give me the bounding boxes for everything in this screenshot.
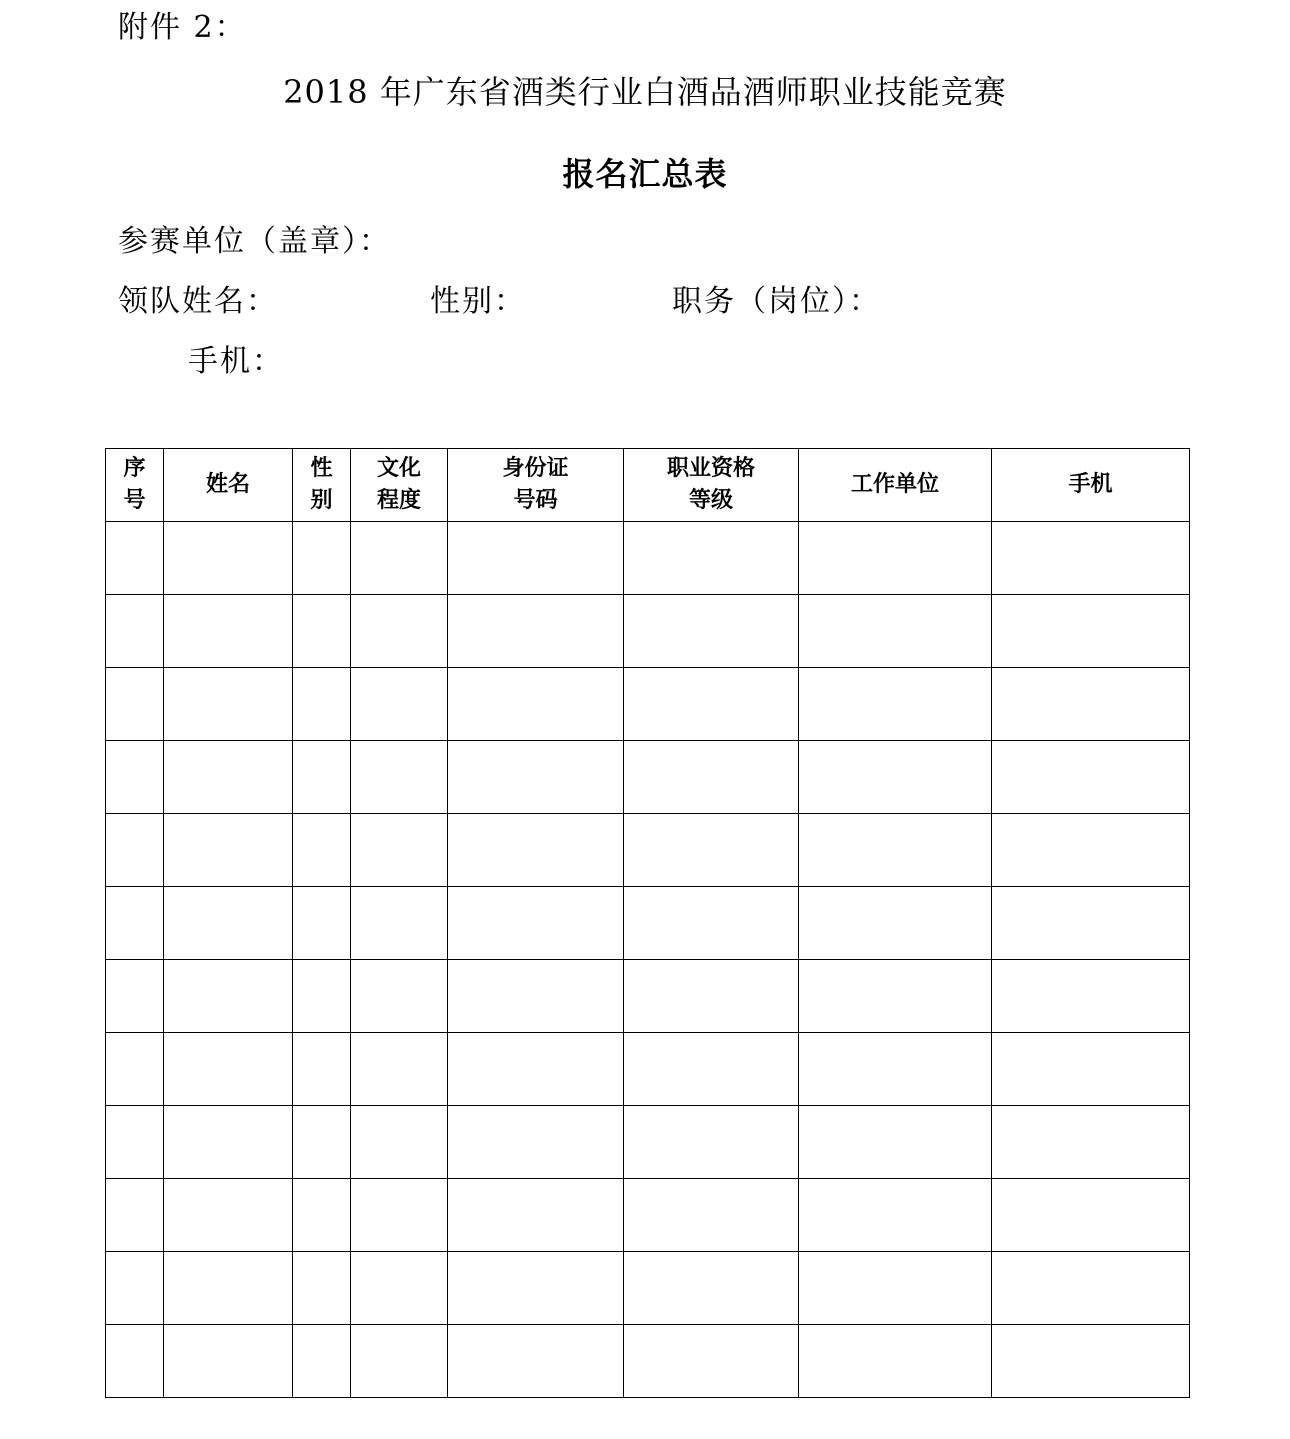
- table-cell[interactable]: [351, 1179, 448, 1252]
- table-cell[interactable]: [164, 1033, 293, 1106]
- table-cell[interactable]: [624, 1325, 799, 1398]
- table-cell[interactable]: [164, 741, 293, 814]
- table-row: [106, 1179, 1190, 1252]
- table-cell[interactable]: [351, 887, 448, 960]
- table-cell[interactable]: [799, 814, 992, 887]
- table-cell[interactable]: [992, 595, 1190, 668]
- table-row: [106, 1033, 1190, 1106]
- table-cell[interactable]: [106, 668, 164, 741]
- table-cell[interactable]: [992, 1033, 1190, 1106]
- table-cell[interactable]: [992, 741, 1190, 814]
- table-cell[interactable]: [799, 1252, 992, 1325]
- table-cell[interactable]: [448, 741, 624, 814]
- table-cell[interactable]: [448, 595, 624, 668]
- document-title: 2018 年广东省酒类行业白酒品酒师职业技能竞赛: [283, 73, 1007, 111]
- registration-table: [105, 448, 1190, 1398]
- table-cell[interactable]: [448, 1325, 624, 1398]
- table-cell[interactable]: [164, 595, 293, 668]
- table-cell[interactable]: [164, 668, 293, 741]
- table-cell[interactable]: [293, 1106, 351, 1179]
- table-cell[interactable]: [106, 522, 164, 595]
- header-education: 文化 程度: [351, 449, 448, 522]
- table-cell[interactable]: [624, 1033, 799, 1106]
- table-cell[interactable]: [799, 887, 992, 960]
- leader-name-label: 领队姓名：: [118, 284, 278, 319]
- table-cell[interactable]: [799, 1106, 992, 1179]
- table-cell[interactable]: [351, 814, 448, 887]
- table-cell[interactable]: [293, 522, 351, 595]
- header-seq: 序 号: [106, 449, 164, 522]
- table-cell[interactable]: [351, 1252, 448, 1325]
- table-cell[interactable]: [624, 741, 799, 814]
- table-cell[interactable]: [448, 960, 624, 1033]
- attachment-label: 附件 2：: [118, 10, 247, 45]
- gender-label: 性别：: [430, 284, 526, 319]
- table-cell[interactable]: [293, 1252, 351, 1325]
- table-cell[interactable]: [106, 1033, 164, 1106]
- table-cell[interactable]: [293, 668, 351, 741]
- table-cell[interactable]: [992, 887, 1190, 960]
- table-cell[interactable]: [448, 522, 624, 595]
- position-label: 职务（岗位）：: [672, 284, 881, 319]
- table-cell[interactable]: [293, 595, 351, 668]
- table-cell[interactable]: [624, 887, 799, 960]
- table-row: [106, 1106, 1190, 1179]
- table-cell[interactable]: [624, 1252, 799, 1325]
- table-cell[interactable]: [293, 960, 351, 1033]
- table-cell[interactable]: [351, 595, 448, 668]
- table-row: [106, 887, 1190, 960]
- table-cell[interactable]: [624, 960, 799, 1033]
- header-work-unit: 工作单位: [799, 449, 992, 522]
- table-cell[interactable]: [106, 814, 164, 887]
- table-cell[interactable]: [992, 1106, 1190, 1179]
- table-cell[interactable]: [106, 595, 164, 668]
- table-cell[interactable]: [624, 1106, 799, 1179]
- table-cell[interactable]: [106, 1252, 164, 1325]
- table-cell[interactable]: [624, 522, 799, 595]
- table-cell[interactable]: [992, 1325, 1190, 1398]
- table-cell[interactable]: [164, 1252, 293, 1325]
- table-row: [106, 1252, 1190, 1325]
- table-cell[interactable]: [992, 1179, 1190, 1252]
- table-cell[interactable]: [624, 595, 799, 668]
- table-row: [106, 522, 1190, 595]
- table-cell[interactable]: [106, 887, 164, 960]
- table-cell[interactable]: [164, 960, 293, 1033]
- table-cell[interactable]: [293, 741, 351, 814]
- table-cell[interactable]: [293, 1179, 351, 1252]
- table-cell[interactable]: [799, 741, 992, 814]
- header-qualification: 职业资格 等级: [624, 449, 799, 522]
- table-cell[interactable]: [293, 887, 351, 960]
- table-cell[interactable]: [164, 814, 293, 887]
- table-cell[interactable]: [992, 522, 1190, 595]
- unit-label: 参赛单位（盖章）：: [118, 224, 391, 259]
- table-cell[interactable]: [799, 668, 992, 741]
- header-name: 姓名: [164, 449, 293, 522]
- table-cell[interactable]: [106, 960, 164, 1033]
- table-row: [106, 668, 1190, 741]
- table-cell[interactable]: [293, 1033, 351, 1106]
- table-cell[interactable]: [164, 522, 293, 595]
- table-cell[interactable]: [799, 960, 992, 1033]
- table-cell[interactable]: [799, 1325, 992, 1398]
- table-cell[interactable]: [624, 814, 799, 887]
- table-cell[interactable]: [293, 814, 351, 887]
- table-cell[interactable]: [448, 1179, 624, 1252]
- table-cell[interactable]: [106, 1179, 164, 1252]
- table-cell[interactable]: [992, 814, 1190, 887]
- table-cell[interactable]: [351, 668, 448, 741]
- table-cell[interactable]: [992, 668, 1190, 741]
- table-cell[interactable]: [799, 1179, 992, 1252]
- table-row: [106, 960, 1190, 1033]
- table-cell[interactable]: [351, 741, 448, 814]
- table-cell[interactable]: [448, 1252, 624, 1325]
- table-cell[interactable]: [799, 595, 992, 668]
- table-cell[interactable]: [799, 1033, 992, 1106]
- table-cell[interactable]: [992, 960, 1190, 1033]
- table-cell[interactable]: [106, 1325, 164, 1398]
- phone-label: 手机：: [188, 344, 284, 379]
- table-cell[interactable]: [992, 1252, 1190, 1325]
- table-cell[interactable]: [351, 960, 448, 1033]
- table-cell[interactable]: [448, 1106, 624, 1179]
- table-row: [106, 741, 1190, 814]
- table-cell[interactable]: [448, 887, 624, 960]
- table-body: [106, 522, 1190, 1398]
- table-row: [106, 595, 1190, 668]
- header-phone: 手机: [992, 449, 1190, 522]
- table-cell[interactable]: [624, 1179, 799, 1252]
- table-row: [106, 814, 1190, 887]
- table-cell[interactable]: [164, 887, 293, 960]
- table-cell[interactable]: [293, 1325, 351, 1398]
- table-cell[interactable]: [351, 1106, 448, 1179]
- table-row: [106, 1325, 1190, 1398]
- table-cell[interactable]: [164, 1325, 293, 1398]
- table-cell[interactable]: [799, 522, 992, 595]
- header-gender: 性 别: [293, 449, 351, 522]
- table-cell[interactable]: [351, 1325, 448, 1398]
- table-cell[interactable]: [448, 814, 624, 887]
- table-cell[interactable]: [448, 668, 624, 741]
- table-cell[interactable]: [164, 1106, 293, 1179]
- header-id-number: 身份证 号码: [448, 449, 624, 522]
- table-cell[interactable]: [106, 1106, 164, 1179]
- table-cell[interactable]: [624, 668, 799, 741]
- document-subtitle: 报名汇总表: [562, 155, 728, 193]
- table-header-row: [106, 449, 1190, 522]
- table-cell[interactable]: [351, 1033, 448, 1106]
- table-cell[interactable]: [164, 1179, 293, 1252]
- table-cell[interactable]: [106, 741, 164, 814]
- table-cell[interactable]: [448, 1033, 624, 1106]
- table-cell[interactable]: [351, 522, 448, 595]
